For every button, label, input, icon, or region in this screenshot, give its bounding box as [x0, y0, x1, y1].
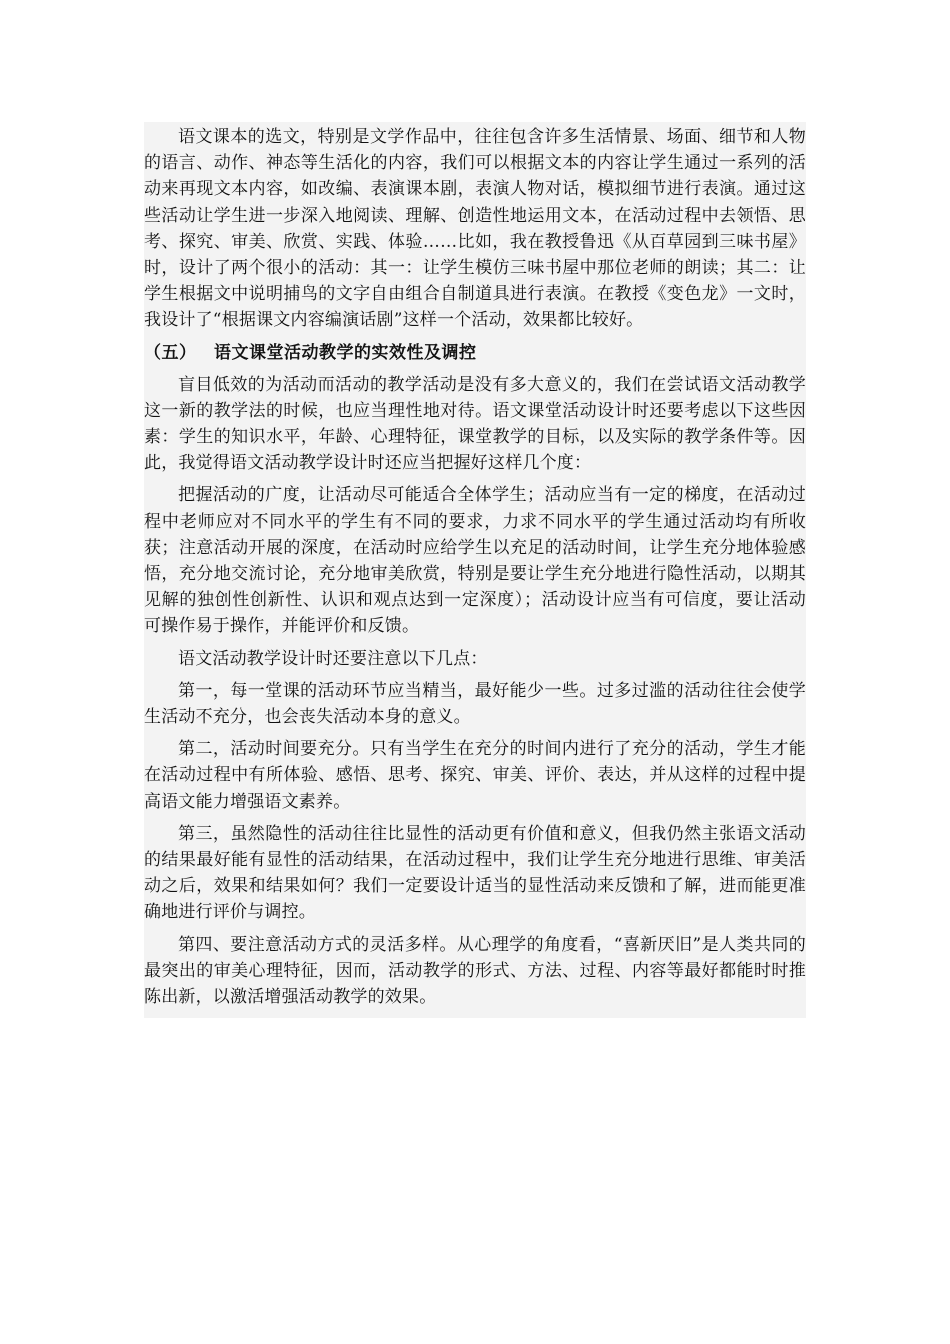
paragraph-point-three: 第三，虽然隐性的活动往往比显性的活动更有价值和意义，但我仍然主张语文活动的结果最好能有显性的活动结果，在活动过程中，我们让学生充分地进行思维、审美活动之后，效果和结果如何？我们一定要设计适当的显性活动来反馈和了解，进而能更准确地进行评价与调控。	[144, 823, 806, 923]
section-title: 语文课堂活动教学的实效性及调控	[214, 342, 477, 363]
section-heading	[144, 340, 806, 366]
paragraph-rational-approach: 盲目低效的为活动而活动的教学活动是没有多大意义的，我们在尝试语文活动教学这一新的教学法的时候，也应当理性地对待。语文课堂活动设计时还要考虑以下这些因素：学生的知识水平，年龄、心理特征，课堂教学的目标，以及实际的教学条件等。因此，我觉得语文活动教学设计时还应当把握好这样几个度：	[144, 374, 806, 474]
document-body	[144, 122, 806, 1018]
paragraph-point-one: 第一，每一堂课的活动环节应当精当，最好能少一些。过多过滥的活动往往会使学生活动不充分，也会丧失活动本身的意义。	[144, 680, 806, 728]
section-number: （五）	[144, 342, 197, 363]
paragraph-notes-intro: 语文活动教学设计时还要注意以下几点：	[178, 648, 488, 669]
paragraph-activity-examples: 语文课本的选文，特别是文学作品中，往往包含许多生活情景、场面、细节和人物的语言、动作、神态等生活化的内容，我们可以根据文本的内容让学生通过一系列的活动来再现文本内容，如改编、表演课本剧，表演人物对话，模拟细节进行表演。通过这些活动让学生进一步深入地阅读、理解、创造性地运用文本，在活动过程中去领悟、思考、探究、审美、欣赏、实践、体验……比如，我在教授鲁迅《从百草园到三味书屋》时，设计了两个很小的活动：其一：让学生模仿三味书屋中那位老师的朗读；其二：让学生根据文中说明捕鸟的文字自由组合自制道具进行表演。在教授《变色龙》一文时，我设计了“根据课文内容编演话剧”这样一个活动，效果都比较好。	[144, 127, 806, 331]
paragraph-point-four: 第四、要注意活动方式的灵活多样。从心理学的角度看，“喜新厌旧”是人类共同的最突出的审美心理特征，因而，活动教学的形式、方法、过程、内容等最好都能时时推陈出新，以激活增强活动教学的效果。	[144, 934, 806, 1008]
paragraph-activity-degrees: 把握活动的广度，让活动尽可能适合全体学生；活动应当有一定的梯度，在活动过程中老师应对不同水平的学生有不同的要求，力求不同水平的学生通过活动均有所收获；注意活动开展的深度，在活动时应给学生以充足的活动时间，让学生充分地体验感悟，充分地交流讨论，充分地审美欣赏，特别是要让学生充分地进行隐性活动，以期其见解的独创性创新性、认识和观点达到一定深度）；活动设计应当有可信度，要让活动可操作易于操作，并能评价和反馈。	[144, 485, 806, 637]
paragraph-point-two: 第二，活动时间要充分。只有当学生在充分的时间内进行了充分的活动，学生才能在活动过程中有所体验、感悟、思考、探究、审美、评价、表达，并从这样的过程中提高语文能力增强语文素养。	[144, 739, 806, 812]
